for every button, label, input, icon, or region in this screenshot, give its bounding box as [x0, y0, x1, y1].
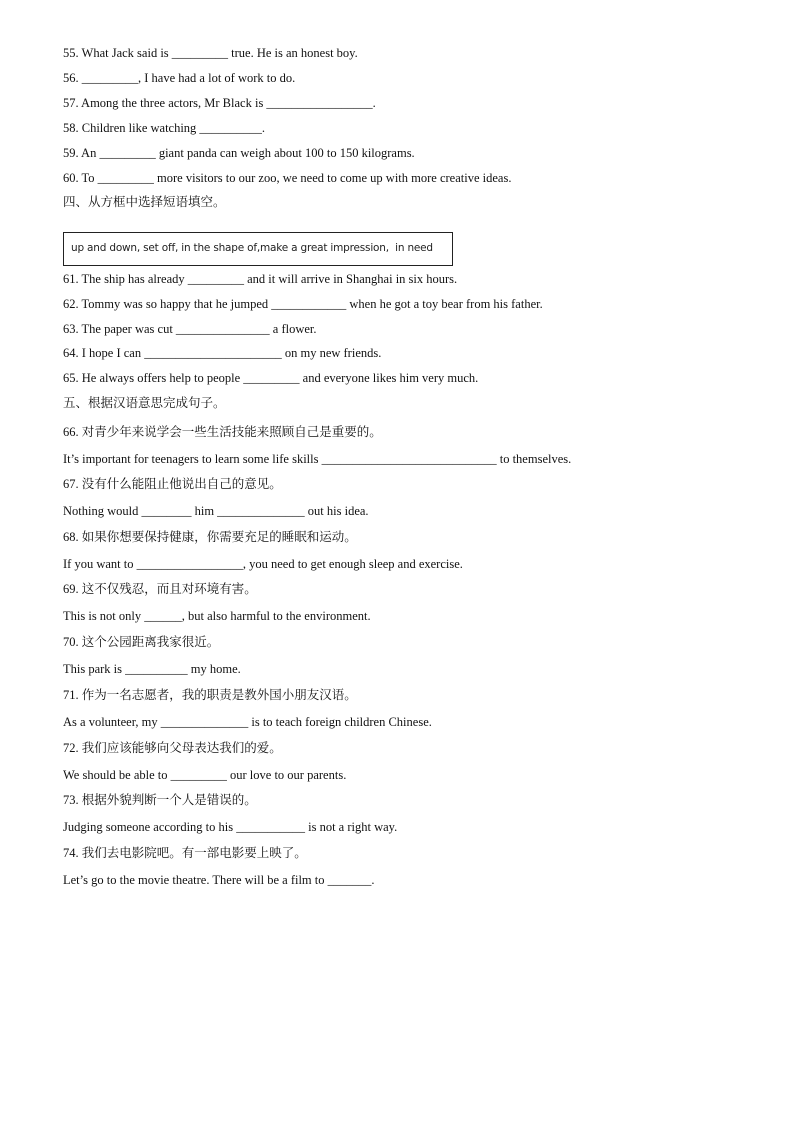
question-70-chinese: 70. 这个公园距离我家很近。 [63, 635, 220, 649]
section-heading-4: 四、从方框中选择短语填空。 [63, 195, 226, 209]
question-63: 63. The paper was cut _______________ a flower. [63, 322, 317, 336]
question-73-english: Judging someone according to his ___________ is not a right way. [63, 820, 398, 834]
question-61: 61. The ship has already _________ and it will arrive in Shanghai in six hours. [63, 272, 458, 286]
question-67-chinese: 67. 没有什么能阻止他说出自己的意见。 [63, 477, 282, 491]
phrase-box-text: up and down, set off, in the shape of,make a great impression, in need [71, 242, 433, 254]
question-66-chinese: 66. 对青少年来说学会一些生活技能来照顾自己是重要的。 [63, 425, 382, 439]
question-57: 57. Among the three actors, Mr Black is _________________. [63, 96, 376, 110]
question-72-chinese: 72. 我们应该能够向父母表达我们的爱。 [63, 741, 282, 755]
question-71-english: As a volunteer, my ______________ is to teach foreign children Chinese. [63, 715, 432, 729]
question-68-chinese: 68. 如果你想要保持健康，你需要充足的睡眠和运动。 [63, 530, 357, 544]
question-62: 62. Tommy was so happy that he jumped ____________ when he got a toy bear from his father. [63, 297, 543, 311]
question-74-english: Let’s go to the movie theatre. There will be a film to _______. [63, 873, 375, 887]
question-64: 64. I hope I can ______________________ on my new friends. [63, 346, 382, 360]
question-69-english: This is not only ______, but also harmful to the environment. [63, 609, 371, 623]
question-58: 58. Children like watching __________. [63, 121, 266, 135]
question-55: 55. What Jack said is _________ true. He is an honest boy. [63, 46, 358, 60]
question-59: 59. An _________ giant panda can weigh about 100 to 150 kilograms. [63, 146, 415, 160]
question-67-english: Nothing would ________ him ______________ out his idea. [63, 504, 369, 518]
question-60: 60. To _________ more visitors to our zoo, we need to come up with more creative ideas. [63, 171, 512, 185]
question-69-chinese: 69. 这不仅残忍，而且对环境有害。 [63, 582, 257, 596]
question-68-english: If you want to _________________, you need to get enough sleep and exercise. [63, 557, 463, 571]
question-70-english: This park is __________ my home. [63, 662, 241, 676]
question-72-english: We should be able to _________ our love to our parents. [63, 768, 347, 782]
question-56: 56. _________, I have had a lot of work to do. [63, 71, 296, 85]
section-heading-5: 五、根据汉语意思完成句子。 [63, 396, 226, 410]
question-65: 65. He always offers help to people _________ and everyone likes him very much. [63, 371, 479, 385]
question-66-english: It’s important for teenagers to learn some life skills ____________________________ to themselves. [63, 452, 572, 466]
question-71-chinese: 71. 作为一名志愿者，我的职责是教外国小朋友汉语。 [63, 688, 357, 702]
phrase-box [63, 232, 453, 266]
question-74-chinese: 74. 我们去电影院吧。有一部电影要上映了。 [63, 846, 307, 860]
question-73-chinese: 73. 根据外貌判断一个人是错误的。 [63, 793, 257, 807]
